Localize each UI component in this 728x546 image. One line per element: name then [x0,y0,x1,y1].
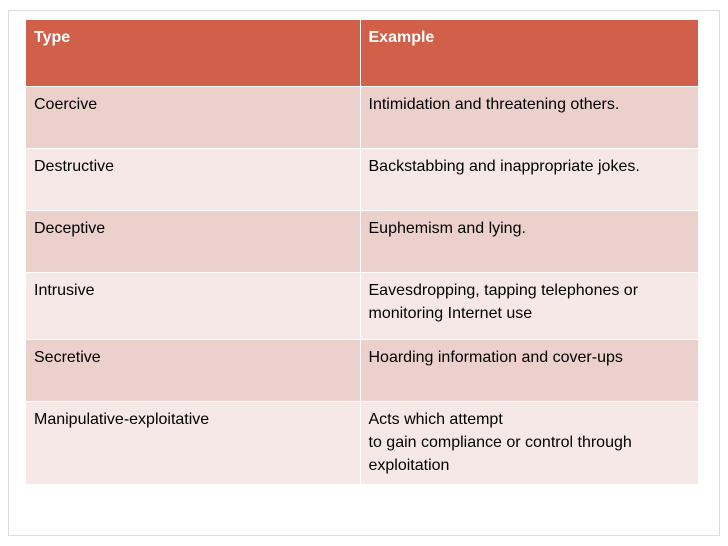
example-line: Backstabbing and inappropriate jokes. [368,157,640,175]
cell-example [360,86,698,148]
header-type: Type [26,20,360,86]
cell-example [360,272,698,339]
example-line: monitoring Internet use [368,304,533,322]
cell-type: Coercive [26,86,360,148]
table-row [26,272,698,339]
cell-example [360,210,698,272]
cell-type: Destructive [26,148,360,210]
cell-type: Intrusive [26,272,360,339]
table-row [26,401,698,484]
table-row [26,86,698,148]
table-header-row [26,20,698,86]
cell-example [360,401,698,484]
example-line: to gain compliance or control through [368,433,632,451]
header-example: Example [360,20,698,86]
example-line: exploitation [368,456,450,474]
table-row [26,148,698,210]
cell-type: Deceptive [26,210,360,272]
politics-types-table [26,20,699,485]
table-row [26,210,698,272]
example-line: Euphemism and lying. [368,219,526,237]
example-line: Eavesdropping, tapping telephones or [368,281,639,299]
example-line: Intimidation and threatening others. [368,95,620,113]
table-row [26,339,698,401]
cell-example [360,339,698,401]
example-line: Hoarding information and cover-ups [368,348,623,366]
cell-type: Secretive [26,339,360,401]
cell-type: Manipulative-exploitative [26,401,360,484]
cell-example [360,148,698,210]
example-line: Acts which attempt [368,410,503,428]
